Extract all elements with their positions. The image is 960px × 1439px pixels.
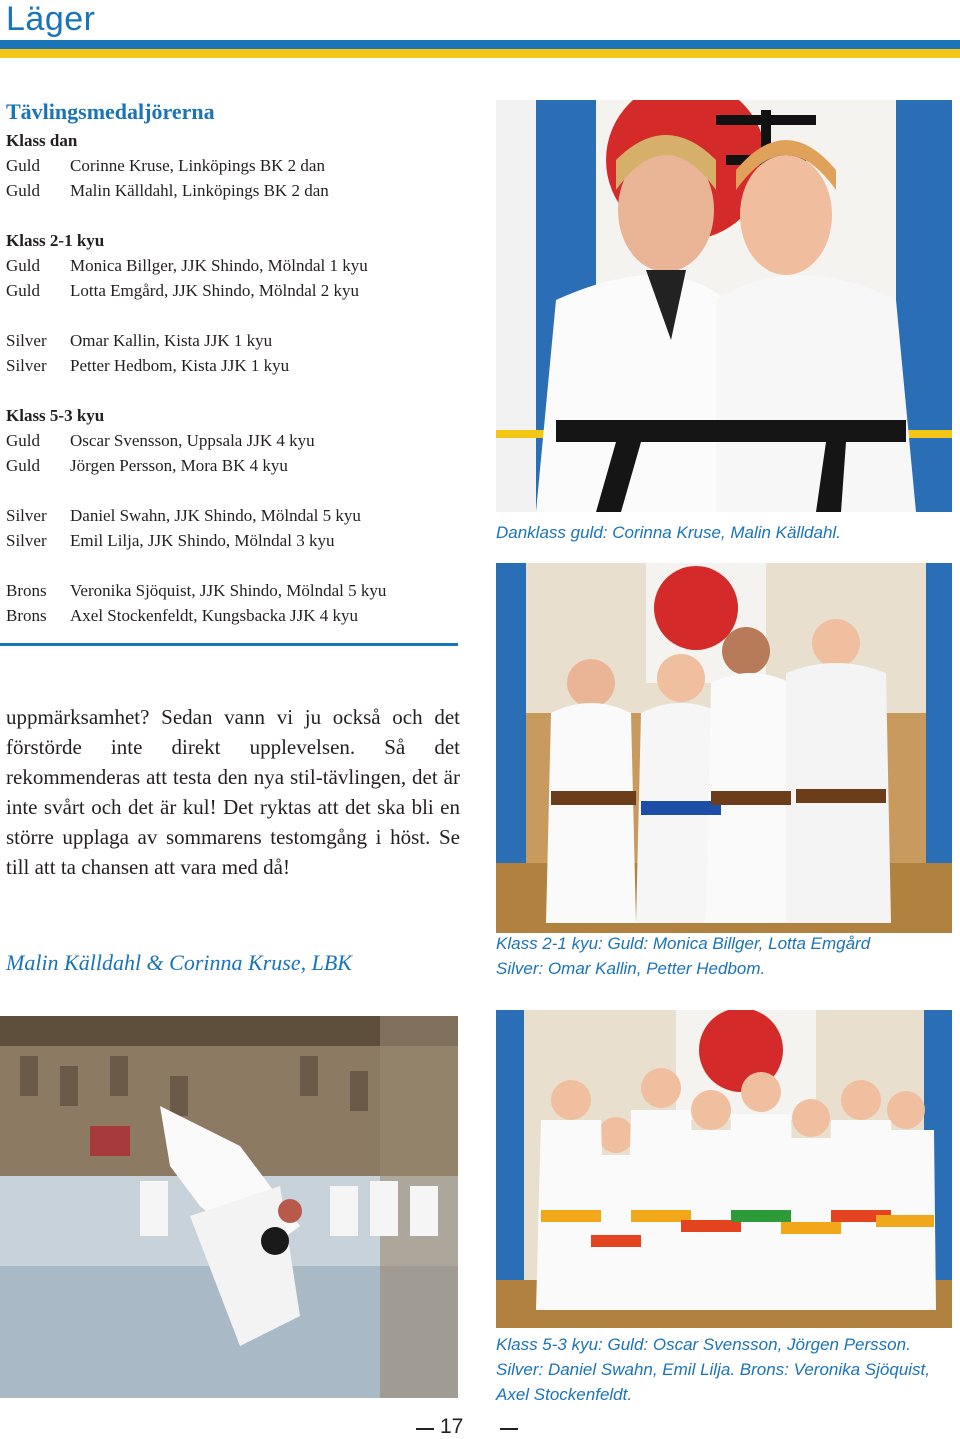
medalist-name: Corinne Kruse, Linköpings BK 2 dan	[70, 156, 325, 175]
caption-line: Klass 2-1 kyu: Guld: Monica Billger, Lotta Emgård	[496, 934, 871, 953]
caption-line: Silver: Omar Kallin, Petter Hedbom.	[496, 959, 766, 978]
medal-group	[6, 228, 476, 303]
medalist-name: Monica Billger, JJK Shindo, Mölndal 1 kyu	[70, 256, 368, 275]
medal-rank: Brons	[6, 606, 47, 625]
medal-rank: Guld	[6, 156, 40, 175]
medalist-name: Emil Lilja, JJK Shindo, Mölndal 3 kyu	[70, 531, 335, 550]
header-rule-blue	[0, 40, 960, 49]
photo-competition-throw	[0, 1016, 458, 1398]
medal-row	[6, 503, 476, 528]
medal-row	[6, 278, 476, 303]
medal-rank: Guld	[6, 431, 40, 450]
medalist-name: Axel Stockenfeldt, Kungsbacka JJK 4 kyu	[70, 606, 359, 625]
medalist-name: Oscar Svensson, Uppsala JJK 4 kyu	[70, 431, 315, 450]
photo-2-1-kyu-winners	[496, 563, 952, 933]
class-heading: Klass 2-1 kyu	[6, 231, 105, 250]
medal-group	[6, 403, 476, 478]
medalist-name: Omar Kallin, Kista JJK 1 kyu	[70, 331, 273, 350]
divider-rule	[0, 643, 458, 646]
medal-rank: Silver	[6, 506, 47, 525]
medalist-name: Lotta Emgård, JJK Shindo, Mölndal 2 kyu	[70, 281, 359, 300]
medal-row	[6, 578, 476, 603]
medalist-name: Veronika Sjöquist, JJK Shindo, Mölndal 5 kyu	[70, 581, 387, 600]
header-rule-yellow	[0, 49, 960, 58]
article-signature: Malin Källdahl & Corinna Kruse, LBK	[6, 950, 352, 975]
photo-5-3-kyu-caption: Klass 5-3 kyu: Guld: Oscar Svensson, Jörgen Persson. Silver: Daniel Swahn, Emil Lilja. Brons: Veronika Sjöquist, Axel Stockenfeldt.	[496, 1335, 931, 1404]
medalist-name: Malin Källdahl, Linköpings BK 2 dan	[70, 181, 329, 200]
medal-rank: Silver	[6, 531, 47, 550]
photo-dan-class-winners	[496, 100, 952, 512]
medalist-name: Petter Hedbom, Kista JJK 1 kyu	[70, 356, 290, 375]
photo-2-1-kyu-caption	[496, 931, 956, 981]
medal-row	[6, 428, 476, 453]
medal-row	[6, 153, 476, 178]
medal-list	[6, 128, 476, 653]
medal-rank: Guld	[6, 256, 40, 275]
class-heading: Klass 5-3 kyu	[6, 406, 105, 425]
page-number-dash-right	[500, 1428, 518, 1430]
page-number: 17	[440, 1415, 464, 1438]
medal-rank: Guld	[6, 456, 40, 475]
medal-rank: Guld	[6, 281, 40, 300]
article-body-text: uppmärksamhet? Sedan vann vi ju också och det förstörde inte direkt upplevelsen. Så det rekommenderas att testa den nya stil-tävlingen, det är inte svårt och det är kul! Det ryktas att det ska bli en större upplaga av sommarens testomgång i höst. Se till att ta chansen att vara med då!	[6, 705, 460, 879]
photo-dan-class-caption: Danklass guld: Corinna Kruse, Malin Källdahl.	[496, 523, 841, 542]
medal-rank: Silver	[6, 331, 47, 350]
medal-rank: Guld	[6, 181, 40, 200]
medal-row	[6, 528, 476, 553]
medal-group	[6, 578, 476, 628]
medal-rank: Brons	[6, 581, 47, 600]
medal-row	[6, 253, 476, 278]
medal-rank: Silver	[6, 356, 47, 375]
medalist-name: Daniel Swahn, JJK Shindo, Mölndal 5 kyu	[70, 506, 361, 525]
medal-row	[6, 353, 476, 378]
page-section-title: Läger	[6, 0, 96, 38]
medal-row	[6, 603, 476, 628]
medal-row	[6, 328, 476, 353]
photo-5-3-kyu-winners	[496, 1010, 952, 1328]
medal-group	[6, 503, 476, 553]
medal-row	[6, 453, 476, 478]
class-heading: Klass dan	[6, 131, 78, 150]
page-number-dash-left	[416, 1428, 434, 1430]
medalist-name: Jörgen Persson, Mora BK 4 kyu	[70, 456, 288, 475]
medal-list-title: Tävlingsmedaljörerna	[6, 99, 215, 124]
medal-group	[6, 128, 476, 203]
medal-row	[6, 178, 476, 203]
medal-group	[6, 328, 476, 378]
